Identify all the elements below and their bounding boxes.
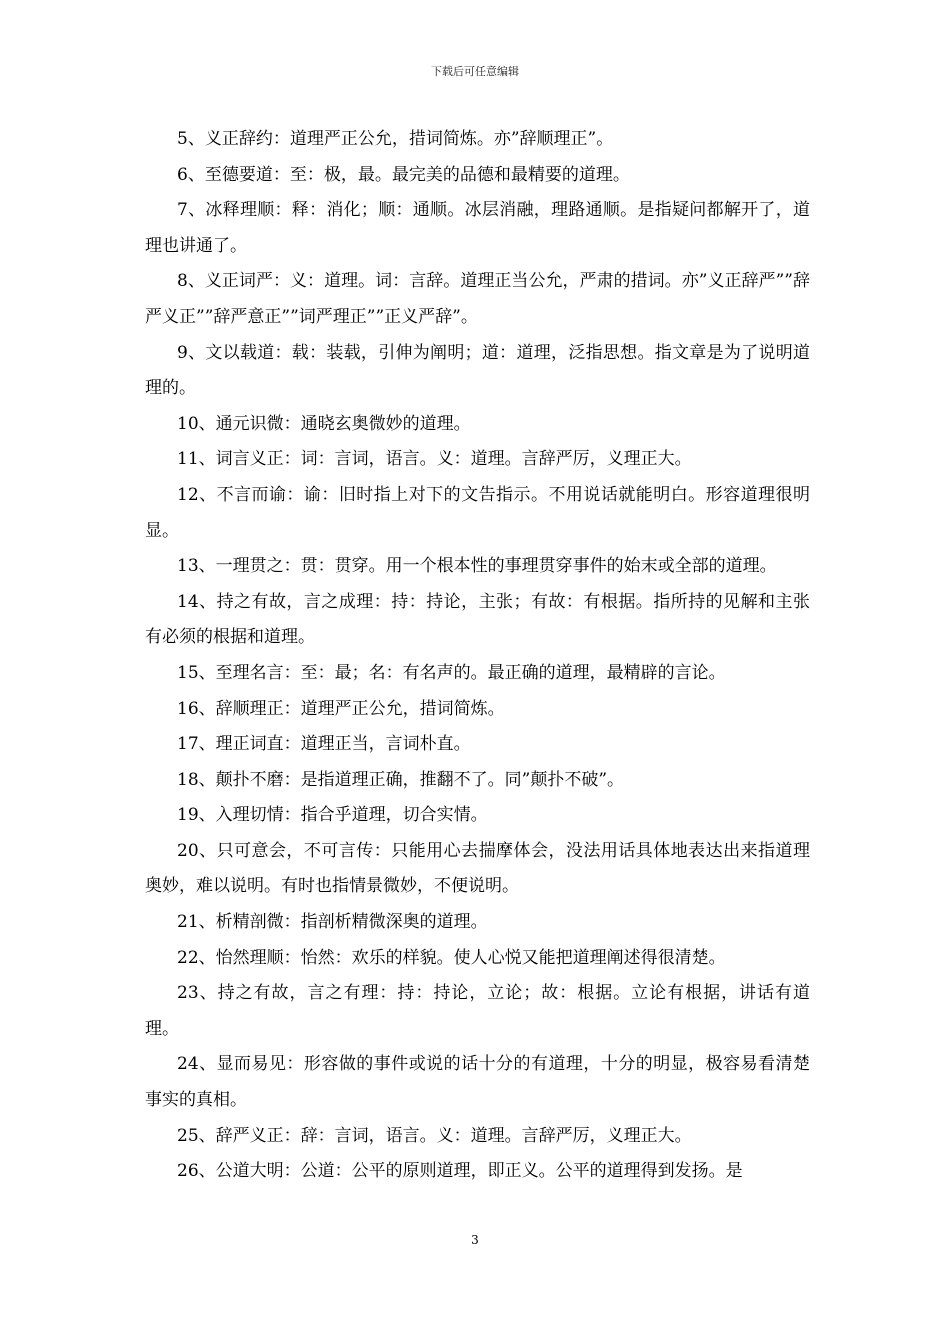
document-body (145, 122, 810, 1190)
paragraph-6: 6、至德要道：至：极，最。最完美的品德和最精要的道理。 (177, 164, 630, 185)
paragraph-25: 25、辞严义正：辞：言词，语言。义：道理。言辞严厉，义理正大。 (177, 1125, 692, 1146)
paragraph-14: 14、持之有故，言之成理：持：持论，主张；有故：有根据。指所持的见解和主张有必须的根据和道理。 (145, 591, 810, 648)
paragraph-17: 17、理正词直：道理正当，言词朴直。 (177, 734, 471, 755)
page-header: 下载后可任意编辑 (431, 65, 519, 78)
paragraph-16: 16、辞顺理正：道理严正公允，措词简炼。 (177, 698, 505, 719)
paragraph-10: 10、通元识微：通晓玄奥微妙的道理。 (177, 413, 471, 434)
paragraph-9: 9、文以载道：载：装载，引伸为阐明；道：道理，泛指思想。指文章是为了说明道理的。 (145, 342, 810, 399)
paragraph-11: 11、词言义正：词：言词，语言。义：道理。言辞严厉，义理正大。 (177, 449, 692, 470)
paragraph-26: 26、公道大明：公道：公平的原则道理，即正义。公平的道理得到发扬。是 (177, 1161, 743, 1182)
paragraph-24: 24、显而易见：形容做的事件或说的话十分的有道理，十分的明显，极容易看清楚事实的真相。 (145, 1054, 810, 1111)
paragraph-13: 13、一理贯之：贯：贯穿。用一个根本性的事理贯穿事件的始末或全部的道理。 (177, 556, 777, 577)
page-number: 3 (471, 1233, 479, 1247)
paragraph-5: 5、义正辞约：道理严正公允，措词简炼。亦”辞顺理正”。 (177, 129, 614, 149)
paragraph-8: 8、义正词严：义：道理。词：言辞。道理正当公允，严肃的措词。亦”义正辞严””辞严义正””辞严意正””词严理正””正义严辞”。 (145, 271, 810, 327)
paragraph-18: 18、颠扑不磨：是指道理正确，推翻不了。同”颠扑不破”。 (177, 769, 625, 790)
paragraph-22: 22、怡然理顺：怡然：欢乐的样貌。使人心悦又能把道理阐述得很清楚。 (177, 947, 726, 968)
paragraph-7: 7、冰释理顺：释：消化；顺：通顺。冰层消融，理路通顺。是指疑问都解开了，道理也讲通了。 (145, 200, 810, 256)
paragraph-19: 19、入理切情：指合乎道理，切合实情。 (177, 805, 488, 826)
paragraph-20: 20、只可意会，不可言传：只能用心去揣摩体会，没法用话具体地表达出来指道理奥妙，难以说明。有时也指情景微妙，不便说明。 (145, 840, 810, 897)
paragraph-23: 23、持之有故，言之有理：持：持论，立论；故：根据。立论有根据，讲话有道理。 (145, 983, 810, 1039)
paragraph-21: 21、析精剖微：指剖析精微深奥的道理。 (177, 912, 488, 933)
paragraph-15: 15、至理名言：至：最；名：有名声的。最正确的道理，最精辟的言论。 (177, 662, 726, 683)
paragraph-12: 12、不言而谕：谕：旧时指上对下的文告指示。不用说话就能明白。形容道理很明显。 (145, 484, 810, 541)
